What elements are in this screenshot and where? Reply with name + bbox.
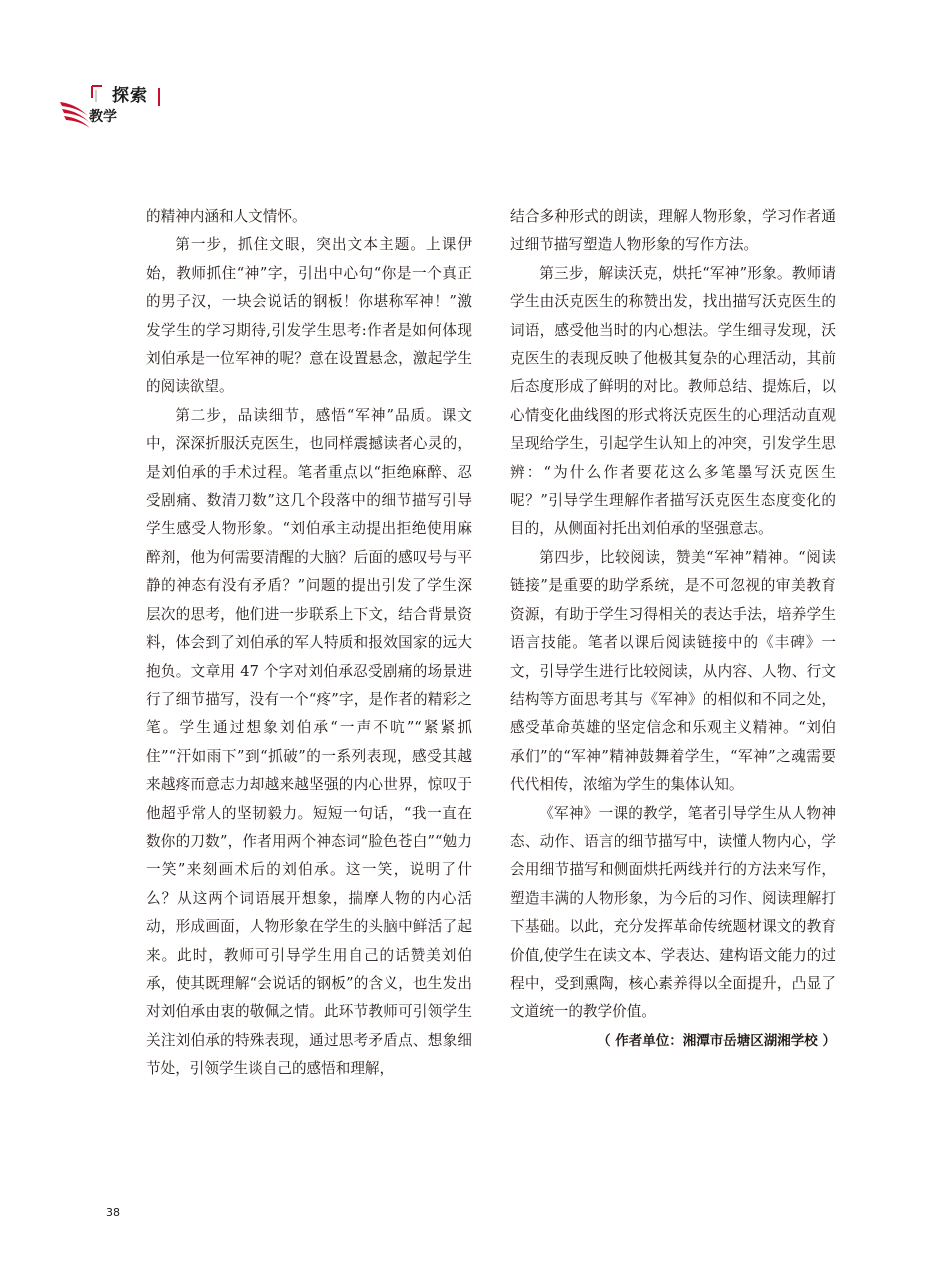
sub-label: 教学 xyxy=(89,109,117,125)
paragraph: 第四步，比较阅读，赞美“军神”精神。“阅读链接”是重要的助学系统，是不可忽视的审美教育资源，有助于学生习得相关的表达手法，培养学生语言技能。笔者以课后阅读链接中的《丰碑》一文，引导学生进行比较阅读，从内容、人物、行文结构等方面思考其与《军神》的相似和不同之处，感受革命英雄的坚定信念和乐观主义精神。“刘伯承们”的“军神”精神鼓舞着学生，“军神”之魂需要代代相传，浓缩为学生的集体认知。 xyxy=(510,548,836,794)
paragraph: 第三步，解读沃克，烘托“军神”形象。教师请学生由沃克医生的称赞出发，找出描写沃克医生的词语，感受他当时的内心想法。学生细寻发现，沃克医生的表现反映了他极其复杂的心理活动，其前后态度形成了鲜明的对比。教师总结、提炼后，以心情变化曲线图的形式将沃克医生的心理活动直观呈现给学生，引起学生认知上的冲突，引发学生思辨：“为什么作者要花这么多笔墨写沃克医生呢？”引导学生理解作者描写沃克医生态度变化的目的，从侧面衬托出刘伯承的坚强意志。 xyxy=(510,264,836,538)
section-divider xyxy=(158,88,160,106)
paragraph: 第一步，抓住文眼，突出文本主题。上课伊始，教师抓住“神”字，引出中心句“你是一个真正的男子汉，一块会说话的钢板！你堪称军神！”激发学生的学习期待,引发学生思考:作者是如何体现刘伯承是一位军神的呢？意在设置悬念，激起学生的阅读欲望。 xyxy=(146,236,472,396)
page-number: 38 xyxy=(106,1206,120,1219)
section-label: 探索 xyxy=(112,86,148,106)
paragraph: 结合多种形式的朗读，理解人物形象，学习作者通过细节描写塑造人物形象的写作方法。 xyxy=(510,208,836,254)
right-column xyxy=(510,203,836,1055)
author-affiliation: （ 作者单位：湘潭市岳塘区湖湘学校 ） xyxy=(597,1032,836,1049)
page-header xyxy=(58,82,188,132)
paragraph: 《军神》一课的教学，笔者引导学生从人物神态、动作、语言的细节描写中，读懂人物内心，学会用细节描写和侧面烘托两线并行的方法来写作，塑造丰满的人物形象，为今后的习作、阅读理解打下基础。以此，充分发挥革命传统题材课文的教育价值,使学生在读文本、学表达、建构语文能力的过程中，受到熏陶，核心素养得以全面提升，凸显了文道统一的教学价值。 xyxy=(510,804,836,1021)
paragraph: 第二步，品读细节，感悟“军神”品质。课文中，深深折服沃克医生，也同样震撼读者心灵的，是刘伯承的手术过程。笔者重点以“拒绝麻醉、忍受剧痛、数清刀数”这几个段落中的细节描写引导学生感受人物形象。“刘伯承主动提出拒绝使用麻醉剂，他为何需要清醒的大脑？后面的感叹号与平静的神态有没有矛盾？”问题的提出引发了学生深层次的思考，他们进一步联系上下文，结合背景资料，体会到了刘伯承的军人特质和报效国家的远大抱负。文章用 47 个字对刘伯承忍受剧痛的场景进行了细节描写，没有一个“疼”字，是作者的精彩之笔。学生通过想象刘伯承“一声不吭”“紧紧抓住”“汗如雨下”到“抓破”的一系列表现，感受其越来越疼而意志力却越来越坚强的内心世界，惊叹于他超乎常人的坚韧毅力。短短一句话，“我一直在数你的刀数”，作者用两个神态词“脸色苍白”“勉力一笑”来刻画术后的刘伯承。这一笑，说明了什么？从这两个词语展开想象，揣摩人物的内心活动，形成画面，人物形象在学生的头脑中鲜活了起来。此时，教师可引导学生用自己的话赞美刘伯承，使其既理解“会说话的钢板”的含义，也生发出对刘伯承由衷的敬佩之情。此环节教师可引领学生关注刘伯承的特殊表现，通过思考矛盾点、想象细节处，引领学生谈自己的感悟和理解， xyxy=(146,406,472,1078)
paragraph: 的精神内涵和人文情怀。 xyxy=(146,208,307,225)
left-column xyxy=(146,203,472,1084)
